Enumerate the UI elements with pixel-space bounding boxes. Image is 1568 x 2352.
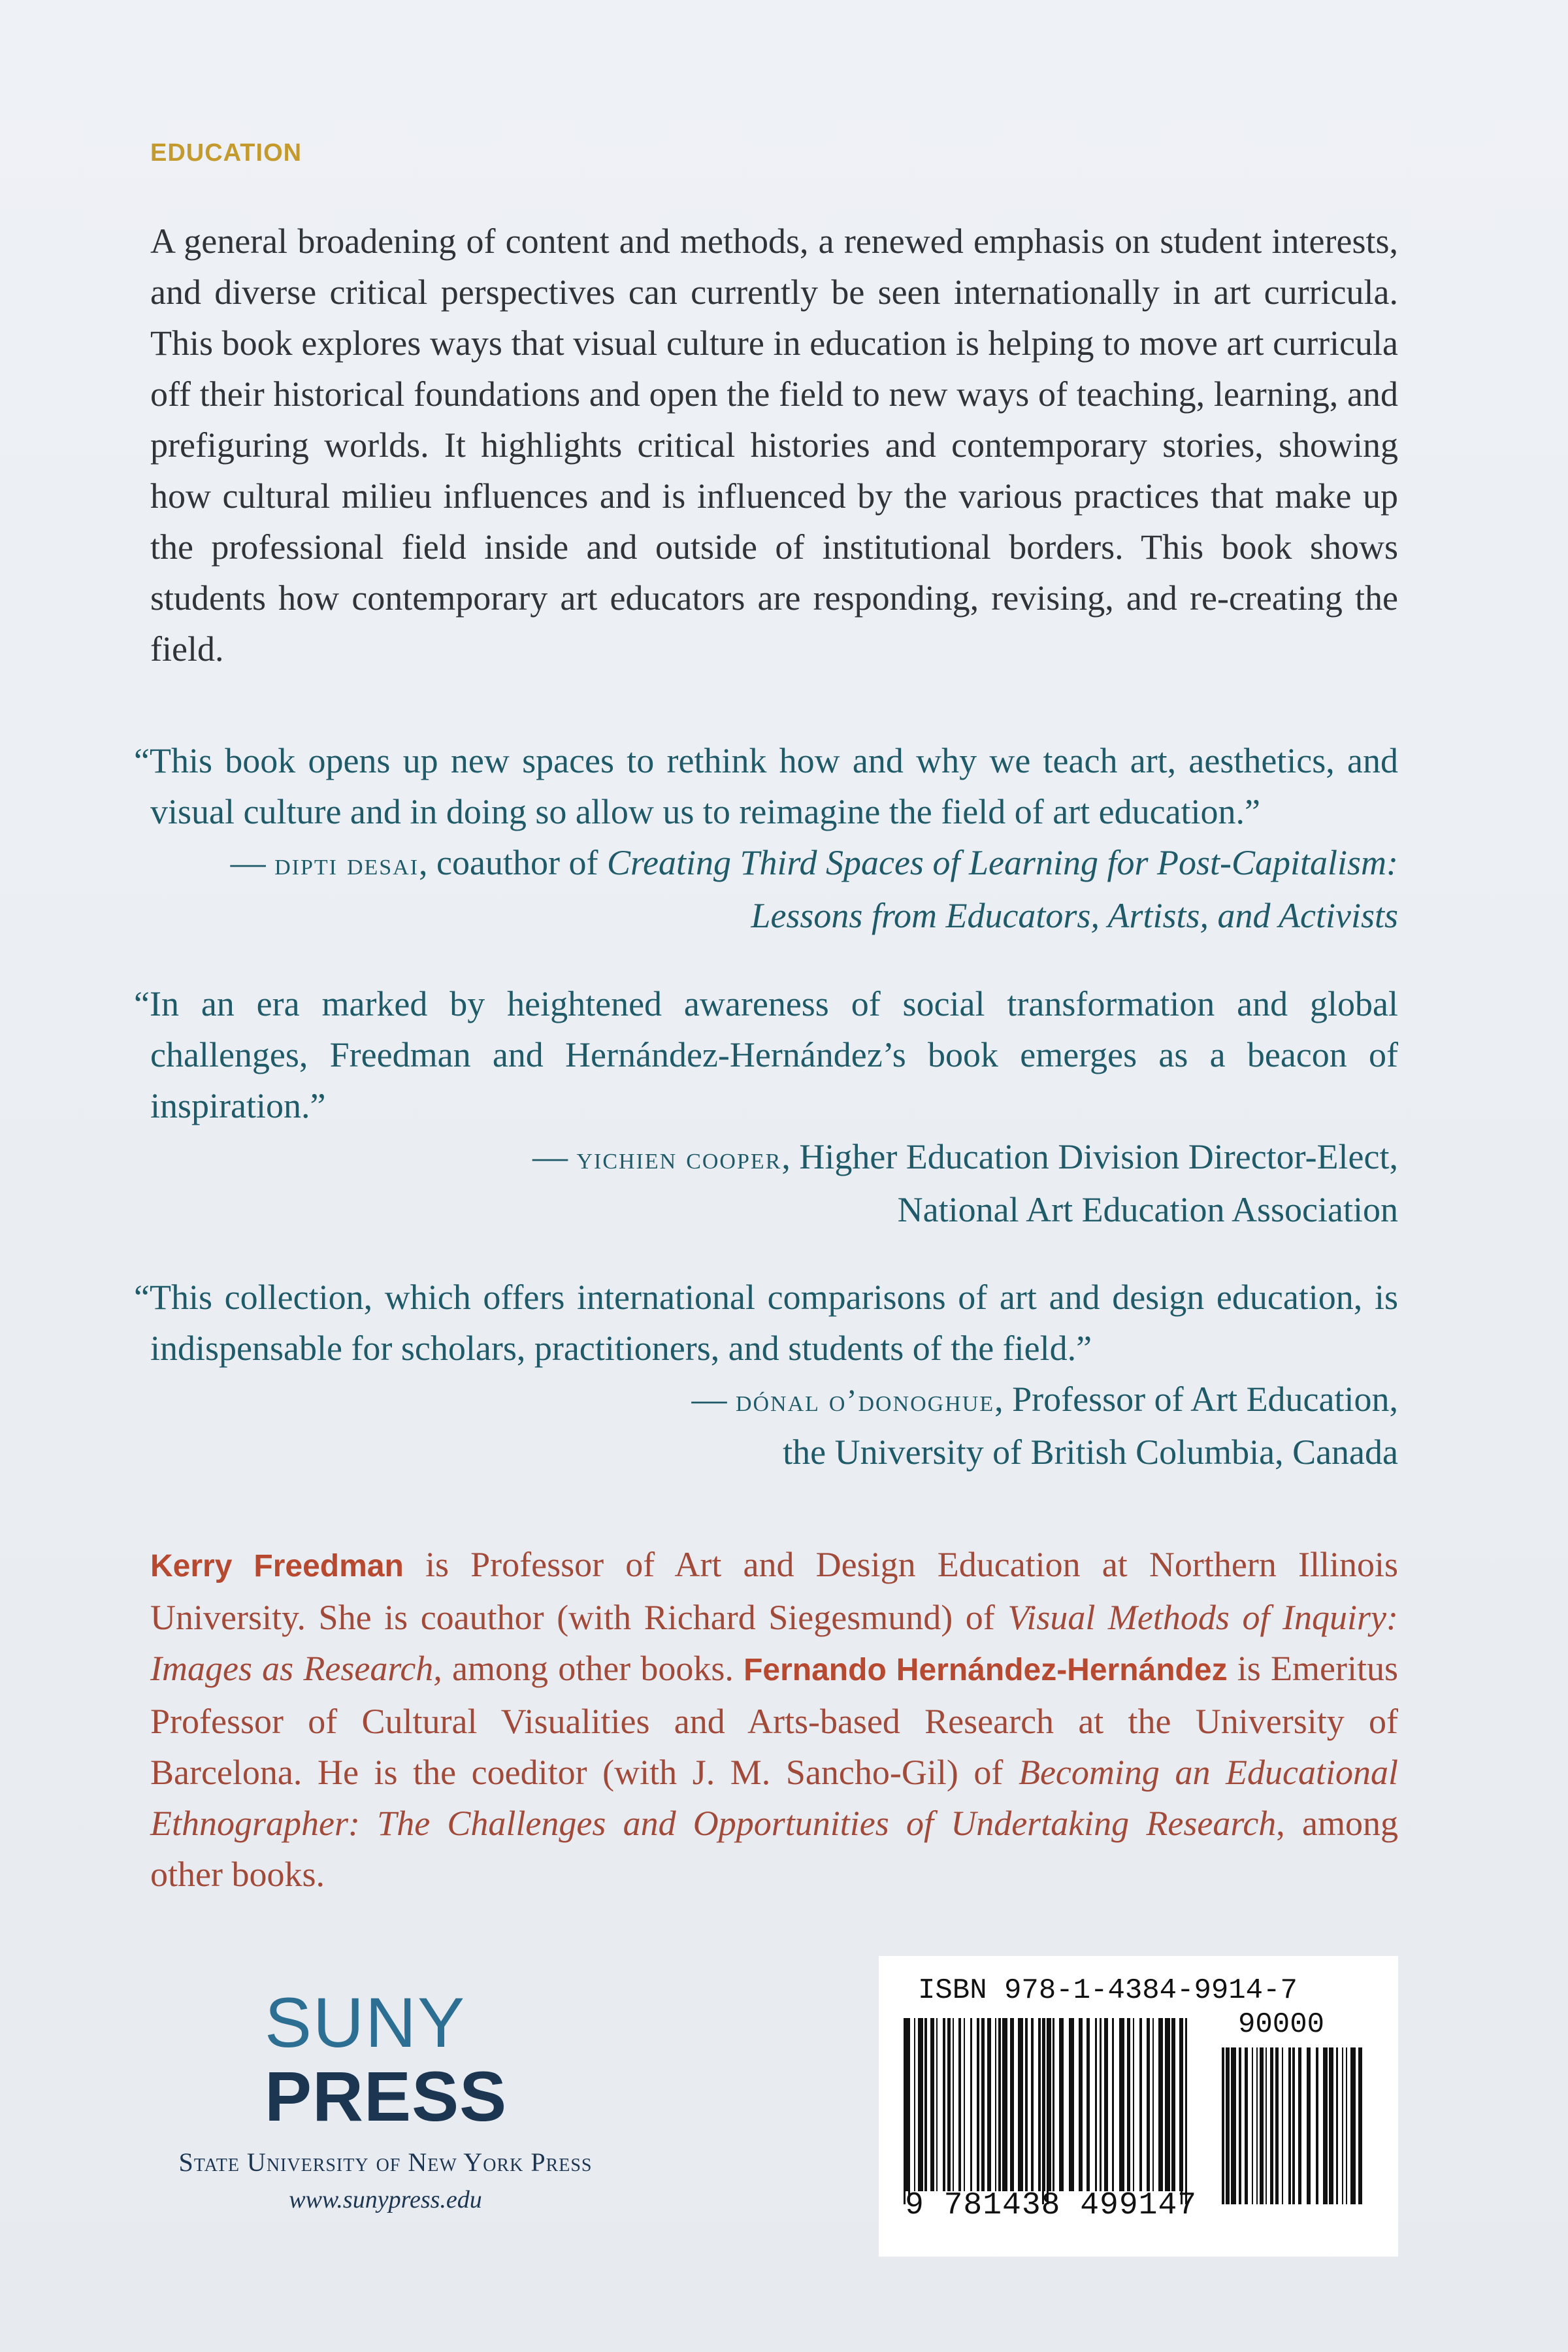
endorser-role: , Higher Education Division Director-Elect, [781, 1137, 1398, 1176]
bio-text: , among other books. [150, 1804, 1398, 1894]
barcode-bar [958, 2018, 961, 2191]
book-title-1: Visual Methods of Inquiry: Images as Research, [150, 1598, 1398, 1688]
publisher-full-name: State University of New York Press [178, 2147, 593, 2177]
barcode-bar [1292, 2047, 1295, 2204]
barcode-bar [1342, 2047, 1343, 2204]
barcode-bar [1252, 2047, 1253, 2204]
quote-attribution [134, 837, 1398, 941]
barcode-bar [936, 2018, 938, 2191]
barcode-bar [1288, 2047, 1291, 2204]
endorsement-quote-1 [134, 735, 1398, 941]
barcode-guard-bar [1047, 2018, 1049, 2204]
barcode-bar [1119, 2018, 1124, 2191]
barcode-bar [981, 2018, 985, 2191]
barcode-bar [1158, 2018, 1163, 2191]
barcode-guard-bar [904, 2018, 906, 2204]
barcode-guard-bar [1181, 2018, 1183, 2204]
barcode-bar [998, 2018, 1001, 2191]
attribution-dash: — [532, 1137, 568, 1176]
barcode-guard-bar [1185, 2018, 1187, 2204]
logo-press-text: PRESS [265, 2057, 508, 2136]
barcode-bar [1152, 2018, 1154, 2191]
endorser-role: , Professor of Art Education, [994, 1380, 1398, 1419]
price-code-text: 90000 [1238, 2008, 1325, 2041]
barcode-guard-bar [908, 2018, 910, 2204]
barcode-bar [1025, 2018, 1028, 2191]
author-name-1: Kerry Freedman [150, 1549, 404, 1583]
endorser-affiliation: National Art Education Association [897, 1190, 1398, 1229]
endorser-role: , coauthor of [419, 843, 607, 882]
book-title-2: Becoming an Educational Ethnographer: The Challenges and Opportunities of Undertaking Research [150, 1753, 1398, 1843]
barcode-bar [1171, 2018, 1175, 2191]
barcode-bar [970, 2018, 972, 2191]
barcode-bar [914, 2018, 915, 2191]
barcode-bar [1275, 2047, 1279, 2204]
barcode-bar [1226, 2047, 1230, 2204]
quote-attribution [134, 1374, 1398, 1478]
barcode-bar [1147, 2018, 1150, 2191]
bio-text: is Emeritus Professor of Cultural Visualities and Arts-based Research at the University of Barcelona. He is the coeditor (with J. M. Sancho-Gil) of [150, 1649, 1398, 1792]
endorser-name: yichien cooper [576, 1141, 782, 1176]
barcode-bar [918, 2018, 923, 2191]
publisher-url: www.sunypress.edu [289, 2186, 482, 2213]
barcode-bar [987, 2018, 991, 2191]
category-label: EDUCATION [150, 139, 302, 167]
endorsement-quote-3 [134, 1272, 1398, 1478]
author-bios [150, 1539, 1398, 1900]
barcode-bar [1038, 2018, 1041, 2191]
barcode-bar [1231, 2047, 1236, 2204]
barcode-bar [1316, 2047, 1318, 2204]
bio-text: among other books. [442, 1649, 744, 1688]
barcode-bar [1358, 2047, 1362, 2204]
barcode-bar [930, 2018, 934, 2191]
barcode-bar [1239, 2047, 1241, 2204]
barcode-bar [1095, 2018, 1097, 2191]
barcode-bar [1329, 2047, 1333, 2204]
barcode-guard-bar [1042, 2018, 1044, 2204]
barcode-bar [1059, 2018, 1064, 2191]
attribution-dash: — [230, 843, 266, 882]
endorser-work: Creating Third Spaces of Learning for Post-Capitalism: Lessons from Educators, Artists, and Activists [606, 843, 1398, 935]
barcode-bar [1010, 2018, 1014, 2191]
barcode-bar [1298, 2047, 1301, 2204]
endorser-name: dipti desai [274, 847, 419, 882]
endorser-affiliation: the University of British Columbia, Canada [783, 1433, 1398, 1472]
quote-text: “In an era marked by heightened awareness of social transformation and global challenges, Freedman and Hernández-Hernández’s book emerges as a beacon of inspiration.” [134, 984, 1398, 1125]
barcode-bar [1139, 2018, 1142, 2191]
barcode-bar [977, 2018, 979, 2191]
barcode-bar [1086, 2018, 1090, 2191]
barcode-bar [924, 2018, 927, 2191]
barcode-bar [1002, 2018, 1007, 2191]
barcode-bar [1127, 2018, 1130, 2191]
barcode-bar [1260, 2047, 1264, 2204]
barcode-bar [1018, 2018, 1023, 2191]
logo-suny-text: SUNY [265, 1983, 466, 2062]
barcode-bar [1282, 2047, 1283, 2204]
endorsement-quote-2 [134, 978, 1398, 1235]
barcode-bar [943, 2018, 945, 2191]
author-name-2: Fernando Hernández-Hernández [743, 1653, 1228, 1687]
barcode-bar [1104, 2018, 1108, 2191]
barcode-bar [995, 2018, 996, 2191]
barcode-bar [1245, 2047, 1248, 2204]
bio-text: is Professor of Art and Design Education at Northern Illinois University. She is coauthor (with Richard Siegesmund) of [150, 1545, 1399, 1637]
barcode-bar [1256, 2047, 1258, 2204]
book-description: A general broadening of content and methods, a renewed emphasis on student interests, and diverse critical perspectives can currently be seen internationally in art curricula. This book explores ways that visual culture in education is helping to move art curricula off their historical foundations and open the field to new ways of teaching, learning, and prefiguring worlds. It highlights critical histories and contemporary stories, showing how cultural milieu influences and is influenced by the various practices that make up the professional field inside and outside of institutional borders. This book shows students how contemporary art educators are responding, revising, and re-creating the field. [150, 222, 1398, 669]
barcode-bar [1165, 2018, 1170, 2191]
barcode-bar [1133, 2018, 1134, 2191]
attribution-dash: — [691, 1380, 727, 1419]
quote-text: “This book opens up new spaces to rethink how and why we teach art, aesthetics, and visual culture and in doing so allow us to reimagine the field of art education.” [134, 741, 1398, 831]
barcode-bar [1112, 2018, 1114, 2191]
barcode-bar [1031, 2018, 1034, 2191]
barcode-bar [1270, 2047, 1273, 2204]
isbn-text: ISBN 978-1-4384-9914-7 [918, 1974, 1298, 2007]
barcode-bar [1336, 2047, 1338, 2204]
barcode-bar [1307, 2047, 1311, 2204]
barcode-bar [1100, 2018, 1102, 2191]
ean-number: 9 781438 499147 [905, 2188, 1198, 2223]
barcode-bar [1222, 2047, 1224, 2204]
barcode-bar [1323, 2047, 1328, 2204]
barcode-bar [1350, 2047, 1356, 2204]
barcode-bar [953, 2018, 954, 2191]
barcode-bar [1079, 2018, 1083, 2191]
quote-attribution [134, 1131, 1398, 1235]
barcode-bar [1069, 2018, 1074, 2191]
quote-text: “This collection, which offers international comparisons of art and design education, is indispensable for scholars, practitioners, and students of the field.” [134, 1278, 1398, 1368]
barcode-bar [1266, 2047, 1267, 2204]
barcode-bar [1053, 2018, 1054, 2191]
barcode-bar [1346, 2047, 1347, 2204]
endorser-name: dónal o’donoghue [735, 1383, 995, 1418]
isbn-barcode [879, 1956, 1398, 2257]
barcode-bar [947, 2018, 951, 2191]
barcode-bar [964, 2018, 965, 2191]
